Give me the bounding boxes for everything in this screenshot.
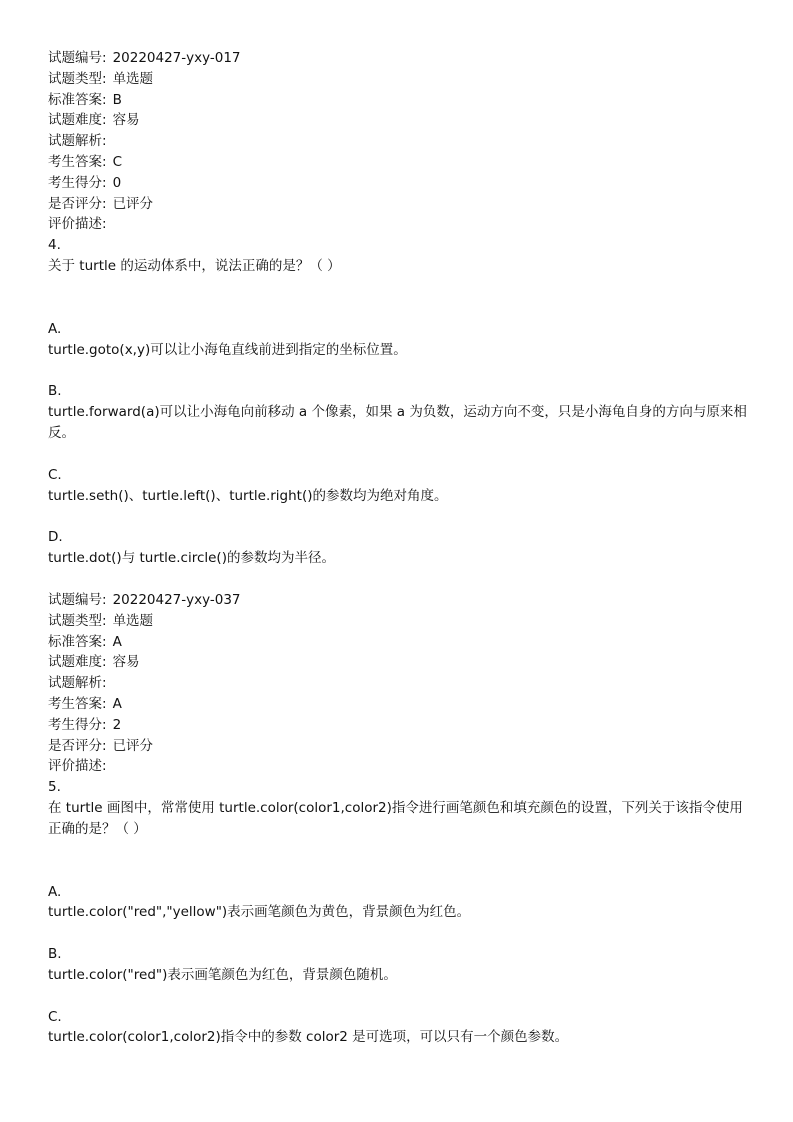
- meta-analysis-row: [48, 673, 748, 694]
- meta-id-label: 试题编号:: [48, 591, 107, 608]
- meta-id-value: 20220427-yxy-037: [112, 591, 241, 608]
- meta-type-value: 单选题: [112, 612, 154, 629]
- meta-graded-row: [48, 194, 748, 215]
- meta-analysis-label: 试题解析:: [48, 133, 107, 150]
- meta-answer-label: 标准答案:: [48, 91, 107, 108]
- meta-score-row: [48, 715, 748, 736]
- meta-graded-value: 已评分: [112, 737, 154, 754]
- option-letter: B.: [48, 946, 62, 963]
- question-stem: 关于 turtle 的运动体系中，说法正确的是？（ ）: [48, 257, 341, 274]
- meta-comment-row: [48, 756, 748, 777]
- option-b: [48, 944, 748, 986]
- option-text: turtle.forward(a)可以让小海龟向前移动 a 个像素，如果 a 为负数，运动方向不变，只是小海龟自身的方向与原来相反。: [48, 404, 747, 441]
- option-d: [48, 527, 748, 569]
- option-letter: A.: [48, 883, 62, 900]
- meta-student-answer-label: 考生答案:: [48, 153, 107, 170]
- meta-difficulty-value: 容易: [112, 654, 140, 671]
- meta-score-label: 考生得分:: [48, 174, 107, 191]
- meta-score-label: 考生得分:: [48, 716, 107, 733]
- option-c: [48, 1007, 748, 1049]
- document-page: [48, 48, 748, 1048]
- spacer: [48, 923, 748, 944]
- meta-answer-label: 标准答案:: [48, 633, 107, 650]
- meta-student-answer-row: [48, 694, 748, 715]
- option-letter: D.: [48, 529, 63, 546]
- spacer: [48, 986, 748, 1007]
- option-text: turtle.dot()与 turtle.circle()的参数均为半径。: [48, 550, 335, 567]
- spacer: [48, 506, 748, 527]
- option-text: turtle.color("red")表示画笔颜色为红色，背景颜色随机。: [48, 966, 397, 983]
- meta-student-answer-row: [48, 152, 748, 173]
- meta-difficulty-label: 试题难度:: [48, 112, 107, 129]
- option-b: [48, 381, 748, 443]
- meta-difficulty-label: 试题难度:: [48, 654, 107, 671]
- question-stem: 在 turtle 画图中，常常使用 turtle.color(color1,color2)指令进行画笔颜色和填充颜色的设置，下列关于该指令使用正确的是？（ ）: [48, 799, 743, 837]
- question-block: [48, 48, 748, 590]
- meta-id-value: 20220427-yxy-017: [112, 50, 241, 66]
- spacer: [48, 277, 748, 319]
- meta-score-value: 0: [112, 174, 122, 191]
- meta-analysis-label: 试题解析:: [48, 675, 107, 692]
- meta-type-value: 单选题: [112, 70, 154, 87]
- question-block: [48, 590, 748, 1048]
- spacer: [48, 569, 748, 590]
- option-text: turtle.goto(x,y)可以让小海龟直线前进到指定的坐标位置。: [48, 341, 407, 358]
- meta-score-row: [48, 173, 748, 194]
- meta-graded-label: 是否评分:: [48, 737, 107, 754]
- option-letter: A.: [48, 320, 62, 337]
- meta-answer-row: [48, 90, 748, 111]
- option-text: turtle.color("red","yellow")表示画笔颜色为黄色，背景颜色为红色。: [48, 904, 471, 921]
- spacer: [48, 444, 748, 465]
- option-c: [48, 465, 748, 507]
- meta-answer-value: A: [112, 633, 122, 650]
- meta-student-answer-value: C: [112, 153, 122, 170]
- meta-type-row: [48, 69, 748, 90]
- meta-score-value: 2: [112, 716, 122, 733]
- spacer: [48, 360, 748, 381]
- meta-id-row: [48, 48, 748, 69]
- meta-difficulty-row: [48, 652, 748, 673]
- meta-type-label: 试题类型:: [48, 612, 107, 629]
- option-text: turtle.seth()、turtle.left()、turtle.right()的参数均为绝对角度。: [48, 487, 448, 504]
- meta-difficulty-value: 容易: [112, 112, 140, 129]
- meta-graded-label: 是否评分:: [48, 195, 107, 212]
- meta-graded-value: 已评分: [112, 195, 154, 212]
- meta-type-label: 试题类型:: [48, 70, 107, 87]
- meta-id-label: 试题编号:: [48, 50, 107, 66]
- meta-answer-row: [48, 632, 748, 653]
- option-a: [48, 882, 748, 924]
- meta-comment-label: 评价描述:: [48, 216, 107, 233]
- option-letter: B.: [48, 383, 62, 400]
- meta-student-answer-value: A: [112, 695, 122, 712]
- meta-comment-row: [48, 214, 748, 235]
- meta-graded-row: [48, 736, 748, 757]
- spacer: [48, 840, 748, 882]
- meta-answer-value: B: [112, 91, 122, 108]
- meta-difficulty-row: [48, 110, 748, 131]
- option-a: [48, 319, 748, 361]
- meta-type-row: [48, 611, 748, 632]
- option-letter: C.: [48, 1008, 62, 1025]
- option-text: turtle.color(color1,color2)指令中的参数 color2 是可选项，可以只有一个颜色参数。: [48, 1029, 569, 1046]
- question-number: 4.: [48, 237, 61, 254]
- meta-analysis-row: [48, 131, 748, 152]
- meta-comment-label: 评价描述:: [48, 758, 107, 775]
- question-number: 5.: [48, 779, 61, 796]
- option-letter: C.: [48, 466, 62, 483]
- meta-student-answer-label: 考生答案:: [48, 695, 107, 712]
- meta-id-row: [48, 590, 748, 611]
